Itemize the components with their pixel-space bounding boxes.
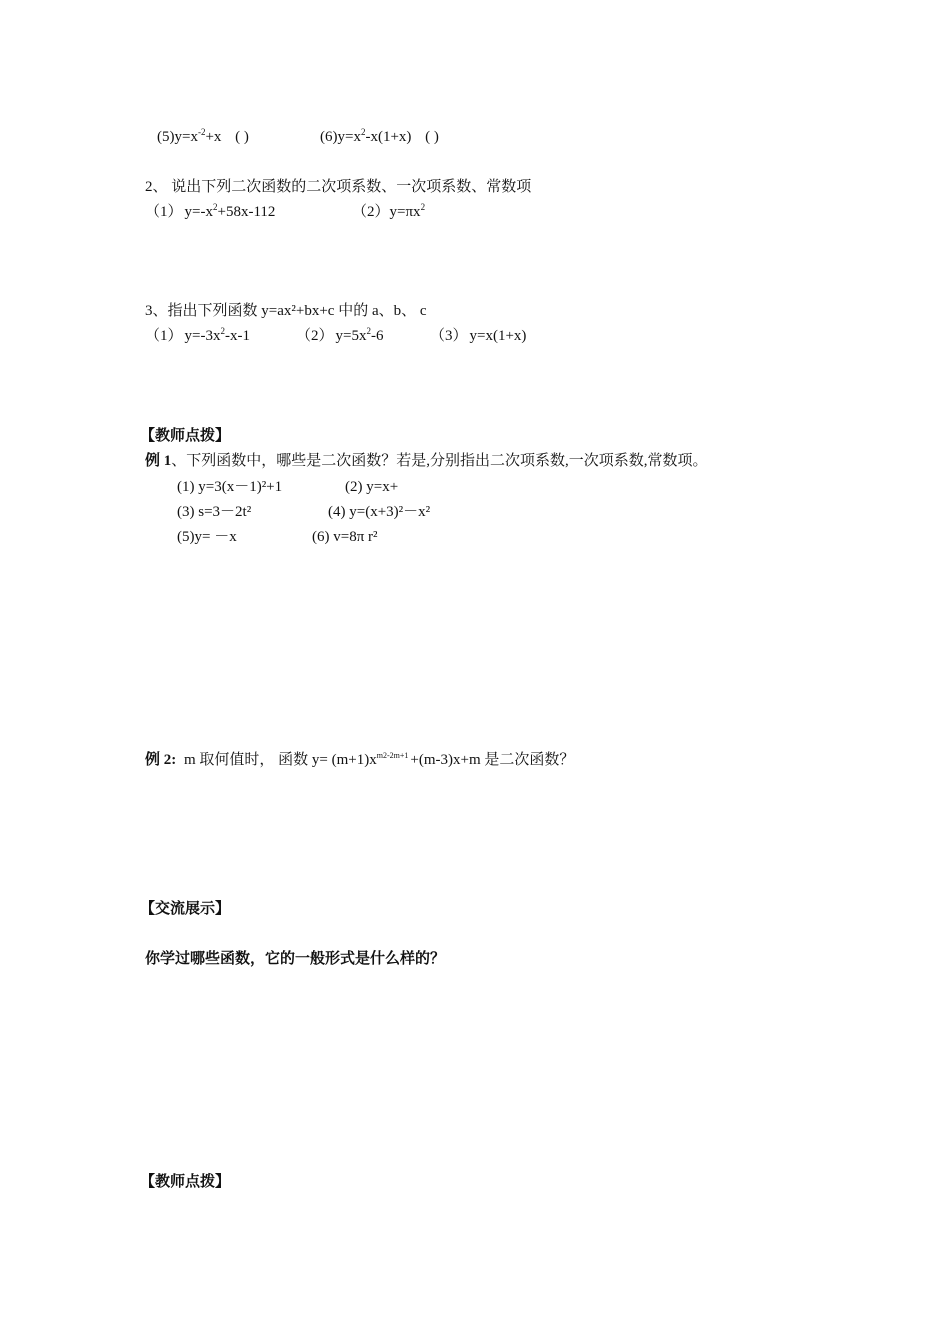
exercise2-item2-label: （2）: [352, 204, 390, 220]
example2-post: +(m-3)x+m 是二次函数？: [410, 752, 575, 768]
exercise3-item3-label: （3）: [430, 328, 468, 344]
example1-item: (4) y=(x+3)²－x²: [328, 504, 431, 520]
example1-item: (1) y=3(x－1)²+1: [177, 479, 283, 495]
exercise3-item3: [430, 327, 526, 345]
item5-exponent: -2: [197, 127, 206, 137]
exchange-heading: 【交流展示】: [140, 901, 231, 917]
exercise2-title: 2、 说出下列二次函数的二次项系数、一次项系数、常数项: [145, 179, 532, 195]
example1-item: (3) s=3－2t²: [177, 504, 252, 520]
item6-post: -x(1+x): [365, 129, 412, 145]
item5-expression: [157, 128, 221, 146]
exercise2-item1-pre: y=-x: [184, 204, 213, 220]
exercise2-item1: [145, 203, 275, 221]
example1-item: (5)y= －x: [177, 529, 237, 545]
exercise2-item1-label: （1）: [145, 204, 183, 220]
example2: [145, 751, 574, 769]
example1-title: [145, 452, 708, 470]
exercise3-item1-exponent: 2: [220, 326, 225, 336]
exercise2-item1-post: +58x-112: [217, 204, 276, 220]
exercise3-item2: [296, 327, 383, 345]
exercise3-item2-exponent: 2: [366, 326, 371, 336]
example1-text: 、下列函数中，哪些是二次函数？若是,分别指出二次项系数,一次项系数,常数项。: [171, 453, 708, 469]
item6-exponent: 2: [360, 127, 366, 137]
example1-label: 例 1: [145, 453, 172, 469]
exercise2-item1-expr: [185, 203, 276, 221]
item5-answer-blank: ( ): [235, 129, 249, 145]
item5-post: +x: [205, 129, 222, 145]
exercise3-item2-post: -6: [370, 328, 384, 344]
example2-label: 例 2:: [145, 752, 177, 768]
example1-item: (6) v=8π r²: [312, 529, 378, 545]
item6-answer-blank: ( ): [425, 129, 439, 145]
exercise2-item2: [352, 203, 425, 221]
example2-exponent: m2-2m+1: [376, 751, 409, 760]
exercise2-item2-exponent: 2: [420, 202, 426, 212]
exercise1-item6: [320, 128, 439, 146]
exercise3-item1-post: -x-1: [224, 328, 250, 344]
item6-pre: (6)y=x: [320, 129, 361, 145]
teacher-guidance-heading: 【教师点拨】: [140, 428, 231, 444]
item6-expression: [320, 128, 411, 146]
exercise3-item2-pre: y=5x: [335, 328, 367, 344]
exercise1-item5: [157, 128, 249, 146]
exercise3-title: 3、指出下列函数 y=ax²+bx+c 中的 a、b、 c: [145, 303, 427, 319]
exercise2-item2-pre: y=πx: [389, 204, 421, 220]
exercise2-item1-exponent: 2: [212, 202, 218, 212]
teacher-guidance-heading-2: 【教师点拨】: [140, 1174, 231, 1190]
example1-item: (2) y=x+: [345, 479, 399, 495]
exchange-question: 你学过哪些函数，它的一般形式是什么样的？: [145, 951, 446, 967]
exercise3-item1: [145, 327, 250, 345]
exercise3-item3-expr: y=x(1+x): [469, 328, 527, 344]
exercise3-item1-pre: y=-3x: [184, 328, 221, 344]
item5-pre: (5)y=x: [157, 129, 198, 145]
exercise3-item1-label: （1）: [145, 328, 183, 344]
exercise3-item2-label: （2）: [296, 328, 334, 344]
example2-pre: m 取何值时， 函数 y= (m+1)x: [184, 752, 377, 768]
